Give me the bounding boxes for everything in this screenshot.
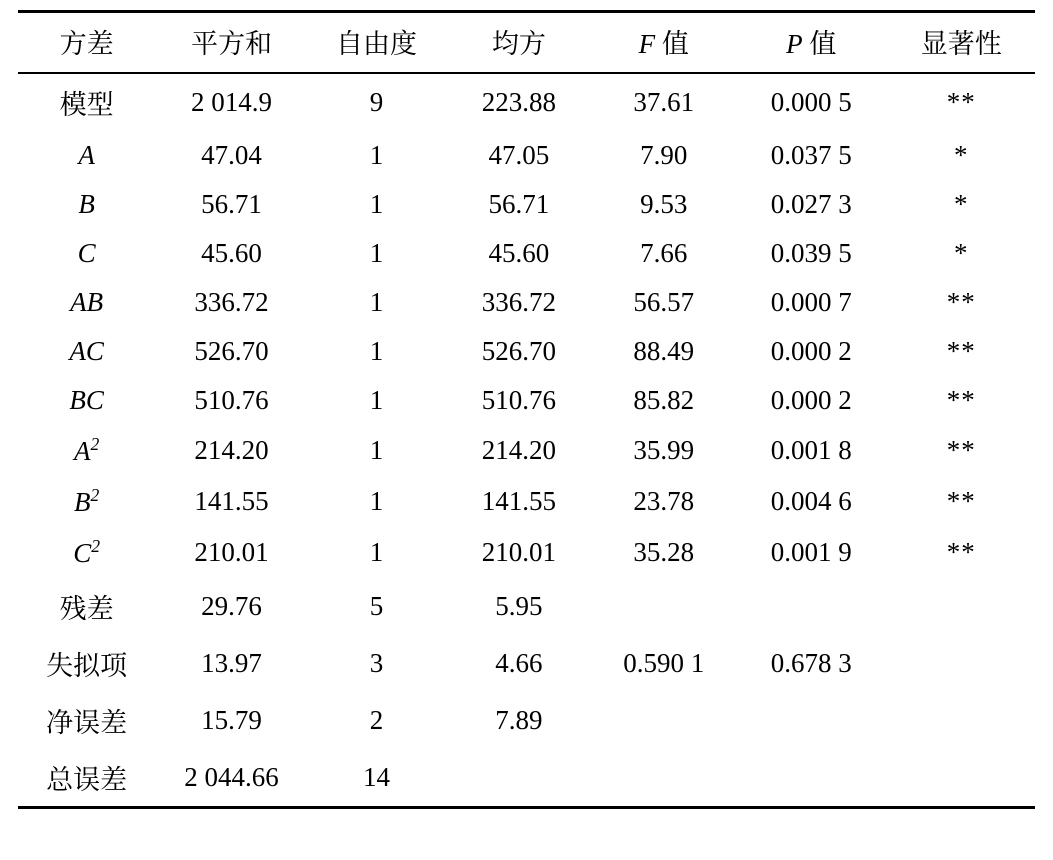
cell-mean-square: 141.55 bbox=[481, 486, 556, 516]
cell-mean-square: 56.71 bbox=[488, 189, 550, 219]
cell-significance: ** bbox=[946, 435, 976, 465]
cell-significance: * bbox=[953, 238, 969, 268]
cell-source bbox=[18, 131, 155, 180]
cell-degrees-of-freedom: 9 bbox=[369, 87, 384, 117]
cell-f-value: 23.78 bbox=[633, 486, 695, 516]
cell-p-value: 0.000 5 bbox=[770, 87, 852, 117]
cell-significance bbox=[887, 578, 1035, 635]
cell-sum-of-squares: 15.79 bbox=[201, 705, 262, 735]
cell-significance: * bbox=[953, 140, 969, 170]
table-body bbox=[18, 73, 1035, 808]
cell-mean-square: 336.72 bbox=[481, 287, 556, 317]
table-row bbox=[18, 278, 1035, 327]
cell-source: 残差 bbox=[59, 594, 114, 624]
cell-source bbox=[18, 327, 155, 376]
column-header-symbol: F bbox=[638, 29, 656, 59]
cell-source: 模型 bbox=[59, 90, 114, 120]
source-term: B bbox=[78, 189, 95, 219]
source-term: $B^2$ bbox=[74, 485, 100, 517]
cell-sum-of-squares: 13.97 bbox=[201, 648, 262, 678]
table-row bbox=[18, 229, 1035, 278]
cell-p-value bbox=[735, 749, 888, 808]
table-row bbox=[18, 73, 1035, 131]
cell-p-value: 0.001 9 bbox=[770, 537, 852, 567]
cell-significance bbox=[887, 692, 1035, 749]
table-row bbox=[18, 131, 1035, 180]
cell-source bbox=[18, 278, 155, 327]
cell-p-value bbox=[735, 692, 888, 749]
table-row bbox=[18, 476, 1035, 527]
cell-source bbox=[18, 376, 155, 425]
anova-table bbox=[18, 10, 1035, 809]
source-exponent: 2 bbox=[90, 434, 100, 454]
column-header-f-value bbox=[593, 12, 735, 74]
cell-source bbox=[18, 180, 155, 229]
cell-p-value: 0.000 7 bbox=[770, 287, 852, 317]
cell-f-value: 56.57 bbox=[633, 287, 695, 317]
cell-p-value: 0.037 5 bbox=[770, 140, 852, 170]
column-header-degrees-of-freedom: 自由度 bbox=[335, 29, 417, 59]
cell-significance: ** bbox=[946, 486, 976, 516]
table-header-row bbox=[18, 12, 1035, 74]
source-term: AB bbox=[70, 287, 104, 317]
source-term: BC bbox=[69, 385, 104, 415]
cell-significance: ** bbox=[946, 87, 976, 117]
cell-significance: * bbox=[953, 189, 969, 219]
cell-sum-of-squares: 510.76 bbox=[194, 385, 269, 415]
cell-p-value: 0.039 5 bbox=[770, 238, 852, 268]
cell-degrees-of-freedom: 1 bbox=[369, 385, 384, 415]
cell-mean-square: 5.95 bbox=[495, 591, 543, 621]
cell-mean-square bbox=[445, 749, 592, 808]
column-header-source: 方差 bbox=[59, 29, 114, 59]
cell-f-value: 7.66 bbox=[640, 238, 688, 268]
cell-mean-square: 210.01 bbox=[481, 537, 556, 567]
cell-sum-of-squares: 45.60 bbox=[201, 238, 262, 268]
cell-f-value: 35.28 bbox=[633, 537, 695, 567]
cell-mean-square: 47.05 bbox=[488, 140, 550, 170]
source-term: A bbox=[78, 140, 95, 170]
cell-sum-of-squares: 56.71 bbox=[201, 189, 262, 219]
cell-significance: ** bbox=[946, 336, 976, 366]
cell-source: 总误差 bbox=[46, 765, 128, 795]
cell-f-value bbox=[593, 692, 735, 749]
cell-significance: ** bbox=[946, 385, 976, 415]
cell-mean-square: 510.76 bbox=[481, 385, 556, 415]
cell-source bbox=[18, 229, 155, 278]
column-header-mean-square: 均方 bbox=[491, 29, 546, 59]
table-row bbox=[18, 180, 1035, 229]
cell-f-value: 88.49 bbox=[633, 336, 695, 366]
cell-degrees-of-freedom: 5 bbox=[369, 591, 384, 621]
table-row bbox=[18, 635, 1035, 692]
source-exponent: 2 bbox=[90, 485, 100, 505]
cell-mean-square: 214.20 bbox=[481, 435, 556, 465]
cell-significance bbox=[887, 749, 1035, 808]
cell-source: 失拟项 bbox=[46, 651, 128, 681]
cell-p-value: 0.027 3 bbox=[770, 189, 852, 219]
cell-f-value: 7.90 bbox=[640, 140, 688, 170]
cell-sum-of-squares: 336.72 bbox=[194, 287, 269, 317]
table-header bbox=[18, 12, 1035, 74]
cell-source bbox=[18, 425, 155, 476]
source-term: $A^2$ bbox=[74, 434, 100, 466]
cell-p-value: 0.000 2 bbox=[770, 336, 852, 366]
table-row bbox=[18, 578, 1035, 635]
cell-degrees-of-freedom: 14 bbox=[362, 762, 390, 792]
column-header-significance: 显著性 bbox=[920, 29, 1002, 59]
cell-f-value: 35.99 bbox=[633, 435, 695, 465]
column-header-suffix: 值 bbox=[655, 29, 689, 59]
cell-mean-square: 4.66 bbox=[495, 648, 543, 678]
cell-significance: ** bbox=[946, 287, 976, 317]
column-header-p-value bbox=[735, 12, 888, 74]
cell-f-value bbox=[593, 749, 735, 808]
cell-degrees-of-freedom: 1 bbox=[369, 336, 384, 366]
source-term: AC bbox=[69, 336, 104, 366]
cell-degrees-of-freedom: 1 bbox=[369, 287, 384, 317]
cell-degrees-of-freedom: 1 bbox=[369, 435, 384, 465]
cell-sum-of-squares: 214.20 bbox=[194, 435, 269, 465]
cell-f-value: 37.61 bbox=[633, 87, 695, 117]
cell-sum-of-squares: 2 044.66 bbox=[184, 762, 279, 792]
cell-sum-of-squares: 47.04 bbox=[201, 140, 262, 170]
cell-p-value: 0.001 8 bbox=[770, 435, 852, 465]
cell-source bbox=[18, 527, 155, 578]
cell-mean-square: 7.89 bbox=[495, 705, 543, 735]
cell-sum-of-squares: 29.76 bbox=[201, 591, 262, 621]
table-row bbox=[18, 425, 1035, 476]
column-header-symbol: P bbox=[786, 29, 803, 59]
cell-p-value bbox=[735, 578, 888, 635]
column-header-sum-of-squares: 平方和 bbox=[191, 29, 273, 59]
table-row bbox=[18, 527, 1035, 578]
cell-mean-square: 45.60 bbox=[488, 238, 550, 268]
cell-p-value: 0.004 6 bbox=[770, 486, 852, 516]
cell-degrees-of-freedom: 1 bbox=[369, 238, 384, 268]
cell-p-value: 0.000 2 bbox=[770, 385, 852, 415]
cell-degrees-of-freedom: 1 bbox=[369, 486, 384, 516]
source-term: $C^2$ bbox=[73, 536, 101, 568]
cell-sum-of-squares: 210.01 bbox=[194, 537, 269, 567]
cell-p-value: 0.678 3 bbox=[770, 648, 852, 678]
cell-f-value: 9.53 bbox=[640, 189, 688, 219]
source-exponent: 2 bbox=[91, 536, 101, 556]
cell-mean-square: 223.88 bbox=[481, 87, 556, 117]
cell-f-value: 85.82 bbox=[633, 385, 695, 415]
cell-f-value bbox=[593, 578, 735, 635]
cell-degrees-of-freedom: 3 bbox=[369, 648, 384, 678]
cell-sum-of-squares: 2 014.9 bbox=[191, 87, 273, 117]
cell-source: 净误差 bbox=[46, 708, 128, 738]
table-row bbox=[18, 327, 1035, 376]
column-header-suffix: 值 bbox=[802, 29, 837, 59]
cell-sum-of-squares: 526.70 bbox=[194, 336, 269, 366]
cell-source bbox=[18, 476, 155, 527]
table-row bbox=[18, 376, 1035, 425]
table-row bbox=[18, 749, 1035, 808]
cell-f-value: 0.590 1 bbox=[623, 648, 705, 678]
source-term: C bbox=[77, 238, 96, 268]
cell-mean-square: 526.70 bbox=[481, 336, 556, 366]
cell-degrees-of-freedom: 1 bbox=[369, 537, 384, 567]
cell-significance bbox=[887, 635, 1035, 692]
table-row bbox=[18, 692, 1035, 749]
cell-degrees-of-freedom: 1 bbox=[369, 189, 384, 219]
cell-degrees-of-freedom: 2 bbox=[369, 705, 384, 735]
cell-degrees-of-freedom: 1 bbox=[369, 140, 384, 170]
cell-sum-of-squares: 141.55 bbox=[194, 486, 269, 516]
cell-significance: ** bbox=[946, 537, 976, 567]
